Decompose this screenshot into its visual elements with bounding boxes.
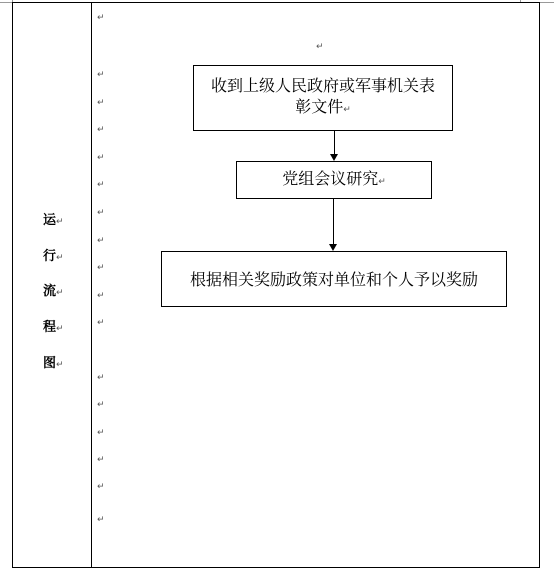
paragraph-mark: ↵ <box>97 515 105 525</box>
paragraph-mark: ↵ <box>97 208 105 218</box>
paragraph-mark: ↵ <box>97 373 105 383</box>
flow-step-party-meeting <box>236 161 432 199</box>
paragraph-mark: ↵ <box>97 263 105 273</box>
paragraph-mark: ↵ <box>316 42 324 52</box>
arrow-down-icon <box>330 154 338 161</box>
flow-step-text: 收到上级人民政府或军事机关表彰文件↵ <box>210 76 435 116</box>
flow-step-receive-document <box>193 65 453 131</box>
label-char: 行↵ <box>43 249 64 264</box>
crop-mark <box>0 2 12 3</box>
paragraph-mark: ↵ <box>97 180 105 190</box>
crop-mark <box>540 2 554 3</box>
paragraph-mark: ↵ <box>97 13 105 23</box>
paragraph-mark: ↵ <box>97 455 105 465</box>
paragraph-mark: ↵ <box>97 318 105 328</box>
paragraph-mark: ↵ <box>97 70 105 80</box>
label-char: 程↵ <box>43 320 64 335</box>
paragraph-mark: ↵ <box>97 482 105 492</box>
paragraph-mark: ↵ <box>97 98 105 108</box>
label-char: 图↵ <box>43 356 64 371</box>
paragraph-mark: ↵ <box>97 400 105 410</box>
paragraph-mark: ↵ <box>97 291 105 301</box>
column-divider <box>91 2 92 568</box>
paragraph-mark: ↵ <box>97 236 105 246</box>
arrow-down-icon <box>329 244 337 251</box>
paragraph-mark: ↵ <box>97 428 105 438</box>
flow-arrow-line <box>333 199 334 244</box>
flow-step-text: 根据相关奖励政策对单位和个人予以奖励 <box>189 269 478 289</box>
paragraph-mark: ↵ <box>97 153 105 163</box>
flow-step-text: 党组会议研究↵ <box>282 168 386 188</box>
flow-step-grant-award <box>161 251 507 307</box>
paragraph-mark: ↵ <box>97 125 105 135</box>
flow-arrow-line <box>334 131 335 154</box>
label-char: 运↵ <box>43 213 64 228</box>
label-char: 流↵ <box>43 284 64 299</box>
